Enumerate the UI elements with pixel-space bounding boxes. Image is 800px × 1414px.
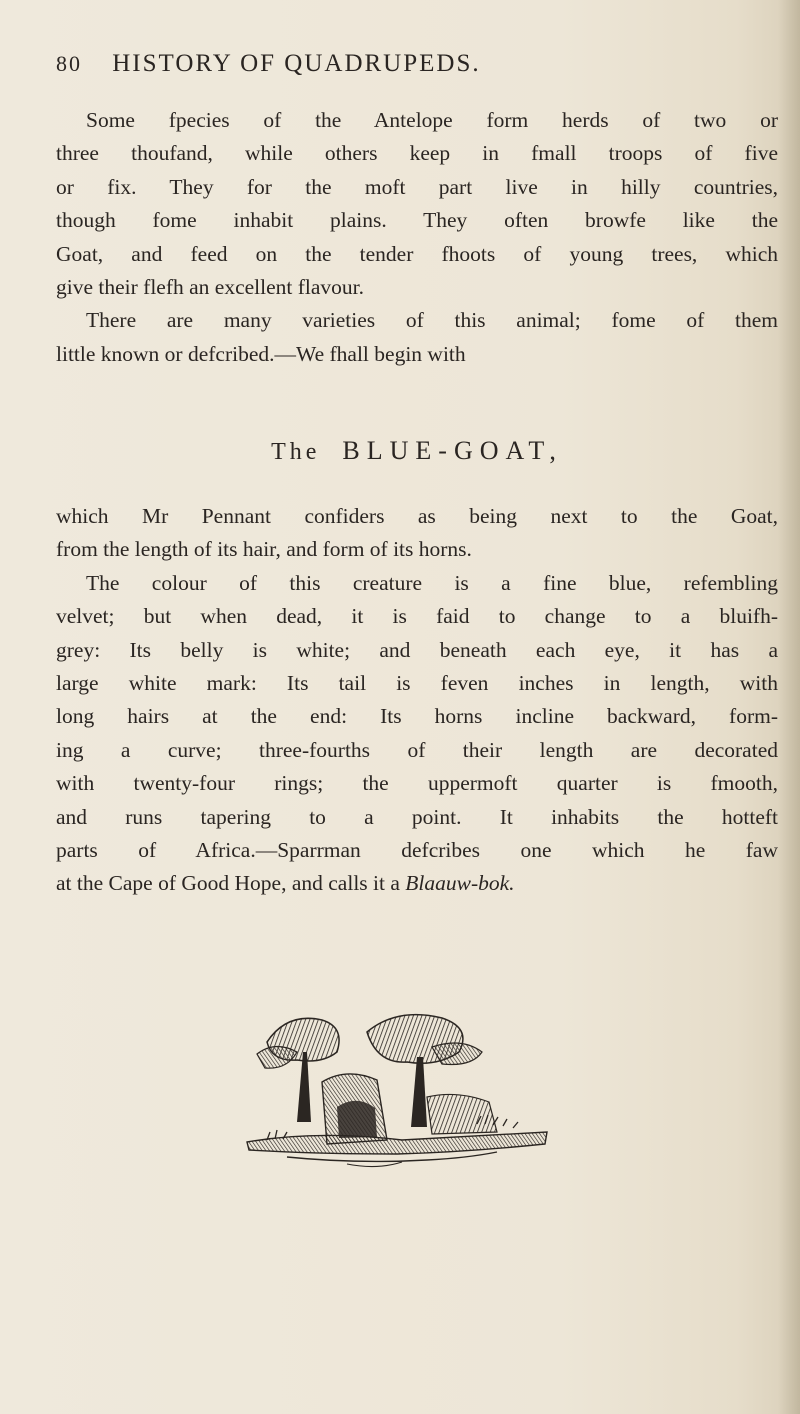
- section-heading: [56, 436, 778, 466]
- running-title: HISTORY OF QUADRUPEDS.: [112, 50, 481, 77]
- heading-article: The: [271, 439, 321, 465]
- text-line: large white mark: Its tail is feven inches in length, with: [56, 671, 778, 696]
- text-line: grey: Its belly is white; and beneath each eye, it has a: [56, 637, 778, 662]
- woodcut-landscape-icon: [227, 1012, 577, 1172]
- text-line-final: [56, 867, 778, 900]
- text-line: give their flefh an excellent flavour.: [56, 275, 365, 300]
- text-line: and runs tapering to a point. It inhabits the hotteft: [56, 804, 778, 829]
- paragraph-2: [56, 304, 778, 371]
- paragraph-1: [56, 104, 778, 304]
- heading-name: BLUE-GOAT,: [342, 436, 563, 465]
- text-line: from the length of its hair, and form of its horns.: [56, 537, 472, 562]
- text-line: Goat, and feed on the tender fhoots of young trees, which: [56, 241, 778, 266]
- text-block-lower: [56, 500, 778, 901]
- text-line: There are many varieties of this animal; fome of them: [86, 308, 778, 333]
- text-line: long hairs at the end: Its horns incline backward, form-: [56, 704, 778, 729]
- paragraph-4: [56, 567, 778, 901]
- paragraph-3: [56, 500, 778, 567]
- text-line: ing a curve; three-fourths of their length are decorated: [56, 737, 778, 762]
- italic-name: Blaauw-bok.: [405, 871, 515, 896]
- text-line: velvet; but when dead, it is faid to change to a bluifh-: [56, 604, 778, 629]
- final-line-text: at the Cape of Good Hope, and calls it a: [56, 871, 406, 896]
- text-line: parts of Africa.—Sparrman defcribes one which he faw: [56, 838, 778, 863]
- text-line: little known or defcribed.—We fhall begin with: [56, 341, 466, 366]
- text-line: three thoufand, while others keep in fmall troops of five: [56, 141, 778, 166]
- page-number: 80: [56, 51, 82, 76]
- text-line: The colour of this creature is a fine blue, refembling: [86, 570, 778, 595]
- text-line: or fix. They for the moft part live in hilly countries,: [56, 174, 778, 199]
- text-block-upper: [56, 104, 778, 371]
- page-edge-shadow: [778, 0, 800, 1414]
- text-line: with twenty-four rings; the uppermoft quarter is fmooth,: [56, 771, 778, 796]
- text-line: though fome inhabit plains. They often browfe like the: [56, 208, 778, 233]
- text-line: Some fpecies of the Antelope form herds of two or: [86, 108, 778, 132]
- text-line: which Mr Pennant confiders as being next to the Goat,: [56, 504, 778, 528]
- running-head: [56, 50, 756, 90]
